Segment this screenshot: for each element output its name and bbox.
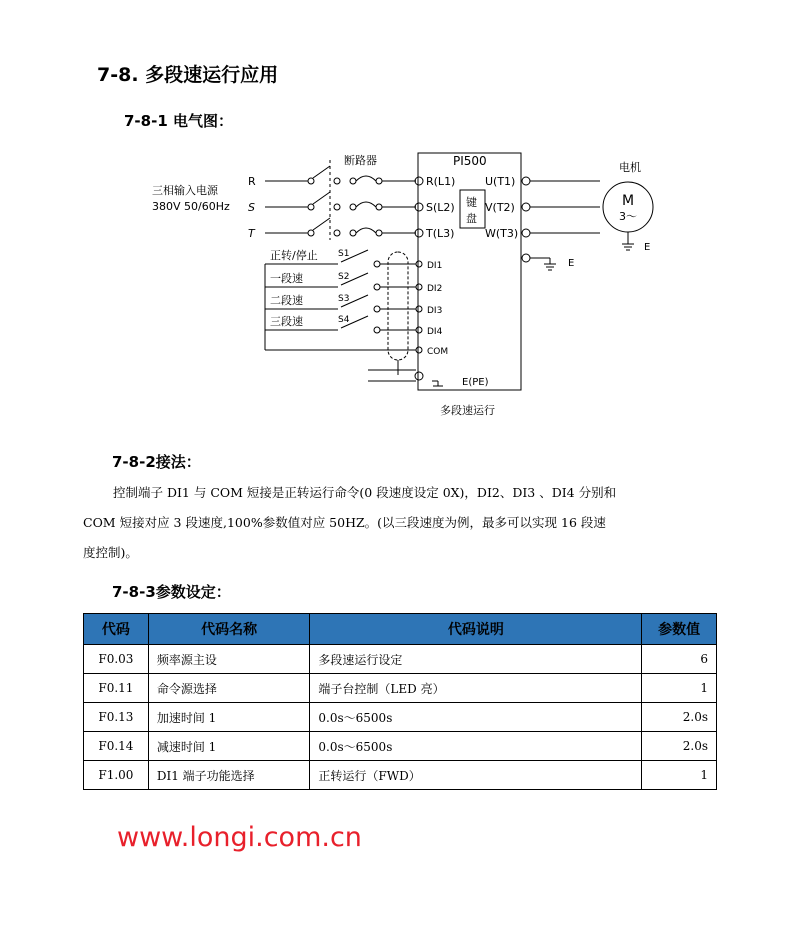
cell-value: 2.0s [642, 703, 717, 732]
switch-s2: S2 [338, 272, 350, 282]
cell-name: 命令源选择 [148, 674, 310, 703]
phase-s: S [248, 201, 255, 214]
table-row [84, 703, 717, 732]
switch-s1: S1 [338, 249, 350, 259]
diagram-heading: 7-8-1 电气图： [124, 112, 233, 130]
cell-code: F0.13 [84, 703, 149, 732]
inverter-earth: E [568, 258, 575, 269]
cell-name: 加速时间 1 [148, 703, 310, 732]
section-title: 7-8. 多段速运行应用 [97, 64, 279, 86]
table-row [84, 645, 717, 674]
cell-code: F0.03 [84, 645, 149, 674]
table-row [84, 732, 717, 761]
wiring-heading: 7-8-2接法： [112, 453, 201, 471]
wiring-diagram [140, 140, 680, 425]
breaker-label: 断路器 [344, 154, 377, 167]
cell-name: 频率源主设 [148, 645, 310, 674]
table-row [84, 674, 717, 703]
motor-earth: E [644, 242, 651, 253]
cell-description: 端子台控制（LED 亮） [310, 674, 642, 703]
keypad-label-2: 盘 [466, 212, 477, 225]
terminal-u: U(T1) [485, 175, 516, 188]
wiring-paragraph [83, 478, 723, 568]
cell-code: F0.11 [84, 674, 149, 703]
website-watermark: www.longi.com.cn [117, 822, 362, 853]
cell-description: 0.0s～6500s [310, 732, 642, 761]
cell-value: 1 [642, 761, 717, 790]
terminal-di4: DI4 [427, 327, 443, 337]
header-value: 参数值 [642, 614, 717, 645]
cell-description: 正转运行（FWD） [310, 761, 642, 790]
switch-label-speed1: 一段速 [270, 272, 303, 285]
terminal-s: S(L2) [426, 201, 455, 214]
cell-code: F0.14 [84, 732, 149, 761]
switch-s3: S3 [338, 294, 350, 304]
table-header-row [84, 614, 717, 645]
terminal-r: R(L1) [426, 175, 456, 188]
motor-m: M [622, 193, 635, 209]
paragraph-line: 控制端子 DI1 与 COM 短接是正转运行命令(0 段速度设定 0X)，DI2、DI3 、DI4 分别和 [113, 485, 617, 500]
params-heading: 7-8-3参数设定： [112, 583, 231, 601]
paragraph-line: COM 短接对应 3 段速度,100%参数值对应 50HZ。(以三段速度为例，最多可以实现 16 段速 [83, 515, 606, 530]
cell-code: F1.00 [84, 761, 149, 790]
switch-s4: S4 [338, 315, 350, 325]
table-row [84, 761, 717, 790]
cell-description: 0.0s～6500s [310, 703, 642, 732]
switch-label-fwd: 正转/停止 [270, 249, 318, 262]
header-name: 代码名称 [148, 614, 310, 645]
terminal-t: T(L3) [426, 227, 455, 240]
terminal-di2: DI2 [427, 284, 443, 294]
cell-value: 2.0s [642, 732, 717, 761]
switch-label-speed3: 三段速 [270, 315, 303, 328]
phase-t: T [248, 227, 255, 240]
terminal-v: V(T2) [485, 201, 515, 214]
terminal-di3: DI3 [427, 306, 443, 316]
cell-value: 1 [642, 674, 717, 703]
parameter-table [83, 613, 717, 790]
power-spec: 380V 50/60Hz [152, 200, 230, 213]
terminal-di1: DI1 [427, 261, 443, 271]
cell-name: DI1 端子功能选择 [148, 761, 310, 790]
cell-value: 6 [642, 645, 717, 674]
phase-r: R [248, 175, 256, 188]
motor-phase: 3～ [619, 210, 637, 223]
switch-label-speed2: 二段速 [270, 294, 303, 307]
terminal-w: W(T3) [485, 227, 519, 240]
terminal-com: COM [427, 347, 449, 357]
cell-name: 减速时间 1 [148, 732, 310, 761]
header-description: 代码说明 [310, 614, 642, 645]
paragraph-line: 度控制)。 [83, 545, 138, 560]
pe-label: E(PE) [462, 377, 489, 388]
diagram-caption: 多段速运行 [440, 404, 495, 417]
power-label: 三相输入电源 [152, 184, 218, 197]
keypad-label-1: 键 [466, 196, 477, 209]
cell-description: 多段速运行设定 [310, 645, 642, 674]
inverter-label: PI500 [453, 154, 487, 168]
header-code: 代码 [84, 614, 149, 645]
motor-title: 电机 [619, 161, 641, 174]
